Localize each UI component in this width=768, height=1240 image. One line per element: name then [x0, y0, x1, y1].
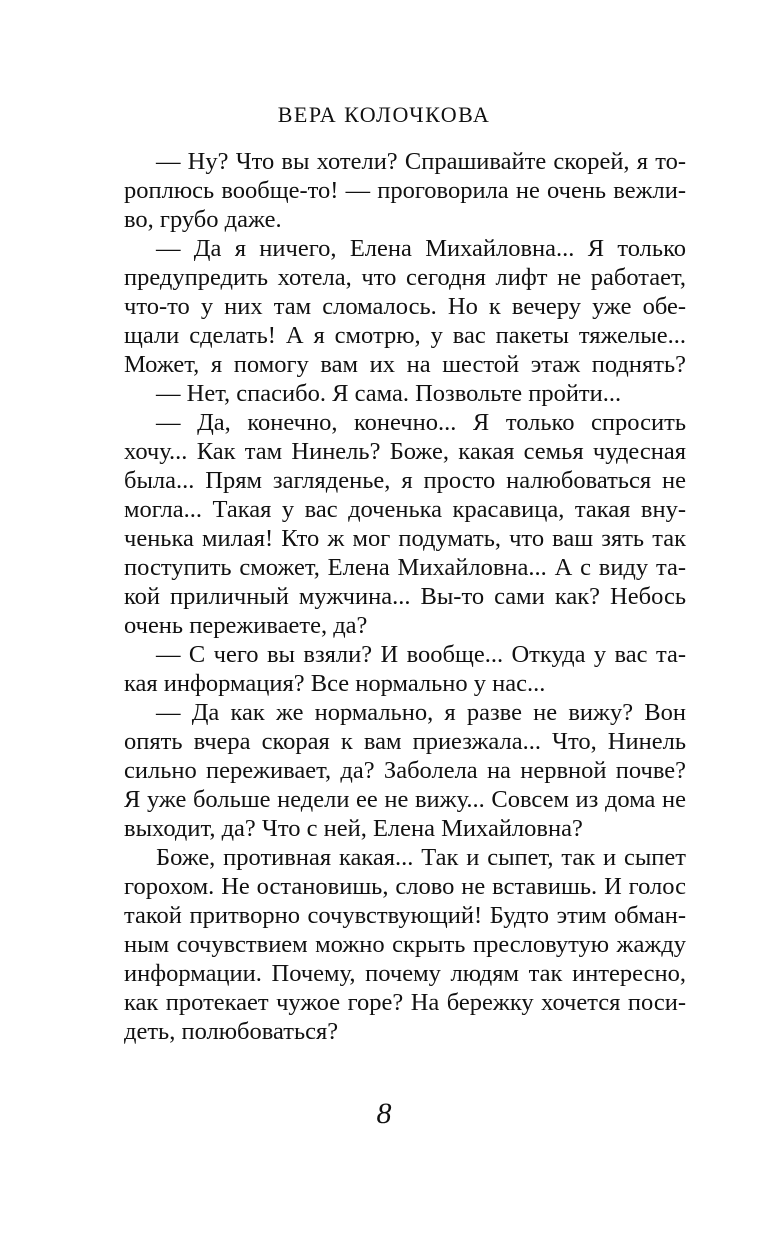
paragraph — [124, 698, 686, 843]
text-line: информации. Почему, почему людям так интересно, — [124, 960, 686, 987]
text-line: очень переживаете, да? — [124, 612, 368, 639]
text-line: хочу... Как там Нинель? Боже, какая семья чудесная — [124, 438, 686, 465]
paragraph — [124, 843, 686, 1046]
text-line: Может, я помогу вам их на шестой этаж поднять? — [124, 351, 686, 378]
text-line: поступить сможет, Елена Михайловна... А с виду та- — [124, 554, 686, 581]
text-line: выходит, да? Что с ней, Елена Михайловна? — [124, 815, 583, 842]
paragraph — [124, 234, 686, 379]
text-line: — С чего вы взяли? И вообще... Откуда у вас та- — [156, 641, 686, 668]
body-text — [124, 147, 686, 1046]
paragraph — [124, 408, 686, 640]
text-line: горохом. Не остановишь, слово не вставишь. И голос — [124, 873, 686, 900]
text-line: деть, полюбоваться? — [124, 1018, 339, 1045]
text-line: Я уже больше недели ее не вижу... Совсем из дома не — [124, 786, 686, 813]
text-line: — Да как же нормально, я разве не вижу? Вон — [156, 699, 686, 726]
text-line: ченька милая! Кто ж мог подумать, что ваш зять так — [124, 525, 686, 552]
page-number: 8 — [376, 1097, 392, 1130]
text-line: опять вчера скорая к вам приезжала... Что, Нинель — [124, 728, 686, 755]
paragraph — [124, 147, 686, 234]
text-line: что-то у них там сломалось. Но к вечеру уже обе- — [124, 293, 686, 320]
text-line: Боже, противная какая... Так и сыпет, так и сыпет — [156, 844, 686, 871]
running-head: ВЕРА КОЛОЧКОВА — [277, 102, 491, 127]
text-line: — Да я ничего, Елена Михайловна... Я только — [156, 235, 686, 262]
paragraph — [124, 640, 686, 698]
paragraph — [124, 379, 686, 408]
text-line: щали сделать! А я смотрю, у вас пакеты тяжелые... — [124, 322, 686, 349]
text-line: могла... Такая у вас доченька красавица, такая вну- — [124, 496, 686, 523]
text-line: как протекает чужое горе? На бережку хочется поси- — [124, 989, 686, 1016]
text-line: — Ну? Что вы хотели? Спрашивайте скорей, я то- — [156, 148, 686, 175]
text-line: предупредить хотела, что сегодня лифт не работает, — [124, 264, 686, 291]
text-line: — Нет, спасибо. Я сама. Позвольте пройти... — [156, 380, 622, 407]
text-line: ным сочувствием можно скрыть пресловутую жажду — [124, 931, 686, 958]
text-line: — Да, конечно, конечно... Я только спросить — [156, 409, 686, 436]
text-line: кой приличный мужчина... Вы-то сами как? Небось — [124, 583, 686, 610]
text-line: такой притворно сочувствующий! Будто этим обман- — [124, 902, 686, 929]
text-line: кая информация? Все нормально у нас... — [124, 670, 546, 697]
text-line: роплюсь вообще-то! — проговорила не очень вежли- — [124, 177, 686, 204]
text-line: сильно переживает, да? Заболела на нервной почве? — [124, 757, 686, 784]
text-line: была... Прям загляденье, я просто налюбоваться не — [124, 467, 686, 494]
text-line: во, грубо даже. — [124, 206, 282, 233]
